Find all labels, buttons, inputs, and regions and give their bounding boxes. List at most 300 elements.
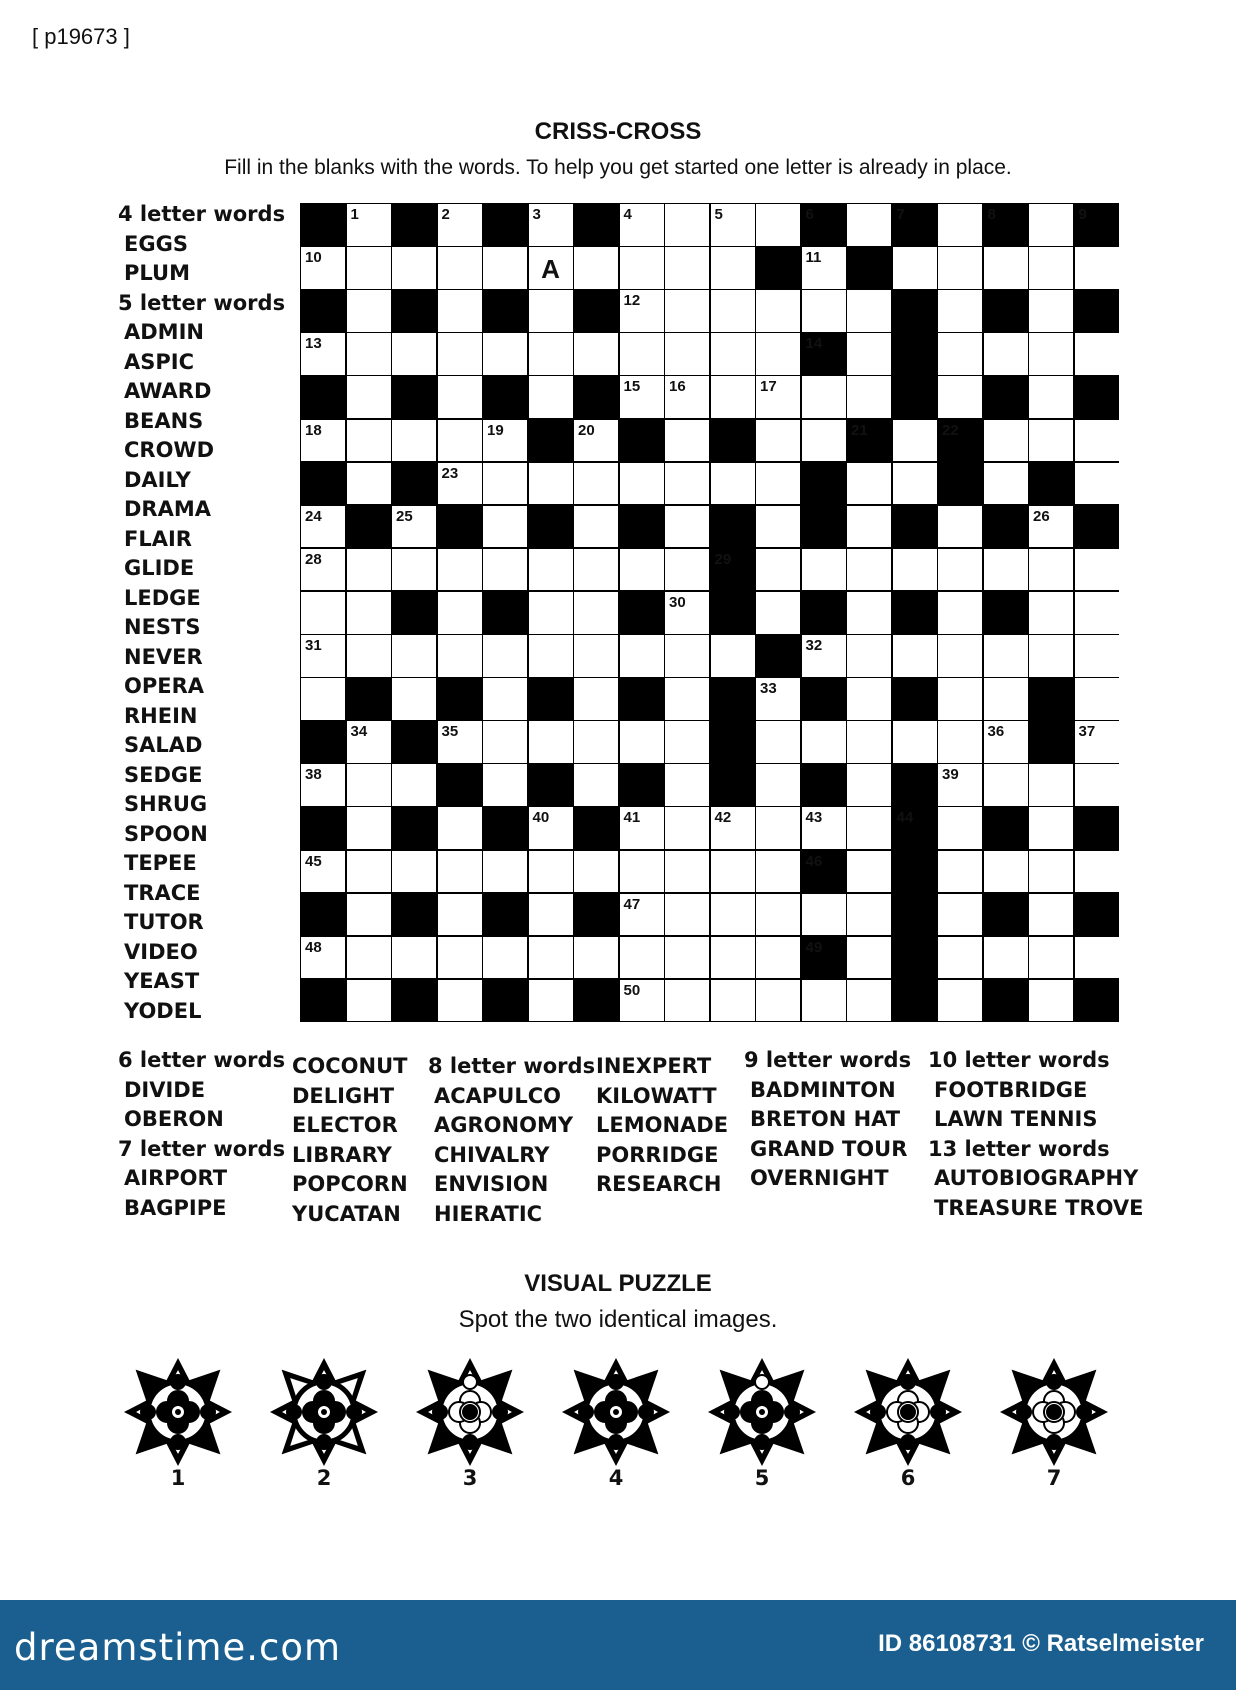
grid-cell[interactable] [711,894,755,936]
grid-cell[interactable] [483,420,527,462]
grid-cell[interactable] [620,333,664,375]
grid-cell[interactable] [847,592,891,634]
grid-cell[interactable] [847,463,891,505]
visual-puzzle-figure[interactable] [410,1352,530,1492]
grid-cell[interactable] [756,764,800,806]
grid-cell[interactable] [756,506,800,548]
visual-puzzle-figure[interactable] [848,1352,968,1492]
grid-cell[interactable] [574,420,618,462]
grid-cell[interactable] [301,635,345,677]
grid-cell[interactable] [665,764,709,806]
grid-cell[interactable] [665,290,709,332]
grid-cell[interactable] [1029,592,1073,634]
grid-cell[interactable] [938,247,982,289]
grid-cell[interactable] [483,635,527,677]
grid-cell[interactable] [938,678,982,720]
word-item: LEMONADE [596,1113,729,1137]
word-item: PLUM [124,261,190,285]
grid-cell[interactable] [483,851,527,893]
grid-cell[interactable] [529,894,573,936]
grid-cell[interactable] [483,247,527,289]
grid-cell[interactable] [529,376,573,418]
grid-cell[interactable] [483,549,527,591]
grid-cell[interactable] [1075,721,1119,763]
crossword-grid [300,203,1119,1022]
grid-cell[interactable] [301,764,345,806]
visual-puzzle-figure[interactable] [556,1352,676,1492]
grid-cell[interactable] [756,420,800,462]
grid-cell[interactable] [438,290,482,332]
grid-cell[interactable] [802,376,846,418]
clue-number: 3 [532,206,541,223]
grid-cell[interactable] [802,290,846,332]
grid-cell[interactable] [438,851,482,893]
grid-cell[interactable] [1029,247,1073,289]
grid-cell[interactable] [756,894,800,936]
grid-cell[interactable] [574,592,618,634]
grid-cell[interactable] [847,764,891,806]
grid-cell-black [529,678,573,720]
grid-cell-black [984,204,1028,246]
grid-cell[interactable] [938,851,982,893]
grid-cell-black [392,721,436,763]
grid-cell-black [756,247,800,289]
grid-cell[interactable] [620,980,664,1022]
grid-cell[interactable] [620,937,664,979]
grid-cell[interactable] [756,937,800,979]
grid-cell[interactable] [529,204,573,246]
grid-cell-black [711,678,755,720]
grid-cell[interactable] [665,549,709,591]
grid-cell[interactable] [711,376,755,418]
grid-cell[interactable] [893,463,937,505]
grid-cell[interactable] [347,463,391,505]
grid-cell[interactable] [347,549,391,591]
grid-cell[interactable] [1075,635,1119,677]
grid-cell[interactable] [620,721,664,763]
grid-cell[interactable] [1029,376,1073,418]
grid-cell[interactable] [392,506,436,548]
grid-cell[interactable] [347,807,391,849]
grid-cell[interactable] [756,592,800,634]
grid-cell[interactable] [847,678,891,720]
grid-cell-black [483,980,527,1022]
word-item: BADMINTON [750,1077,896,1102]
grid-cell[interactable] [802,807,846,849]
grid-cell[interactable] [620,851,664,893]
grid-cell[interactable] [665,678,709,720]
word-item: NESTS [124,615,201,639]
grid-cell[interactable] [711,851,755,893]
grid-cell[interactable] [347,980,391,1022]
grid-cell[interactable] [847,549,891,591]
grid-cell[interactable] [1075,549,1119,591]
grid-cell[interactable] [347,851,391,893]
star-mandala-icon [848,1352,968,1472]
grid-cell[interactable] [711,937,755,979]
grid-cell-black [893,592,937,634]
star-mandala-icon [556,1352,676,1472]
grid-cell[interactable] [893,549,937,591]
grid-cell[interactable] [620,635,664,677]
grid-cell-black [711,764,755,806]
grid-cell[interactable] [938,807,982,849]
grid-cell[interactable] [756,376,800,418]
grid-cell[interactable] [438,807,482,849]
grid-cell[interactable] [438,333,482,375]
grid-cell-black [392,463,436,505]
grid-cell[interactable] [711,463,755,505]
grid-cell[interactable] [984,549,1028,591]
grid-cell-black [711,592,755,634]
grid-cell[interactable] [756,463,800,505]
grid-cell[interactable] [438,635,482,677]
grid-cell[interactable] [620,290,664,332]
word-item: TREASURE TROVE [934,1195,1144,1220]
grid-cell[interactable] [347,764,391,806]
grid-cell[interactable] [665,807,709,849]
grid-cell[interactable] [392,764,436,806]
word-item: RHEIN [124,703,198,728]
grid-cell[interactable] [301,678,345,720]
grid-cell[interactable] [847,851,891,893]
grid-cell[interactable] [1029,506,1073,548]
grid-cell[interactable] [847,721,891,763]
grid-cell[interactable] [529,290,573,332]
grid-cell[interactable] [802,635,846,677]
grid-cell-black [620,592,664,634]
grid-cell[interactable] [529,592,573,634]
grid-cell[interactable] [756,290,800,332]
grid-cell[interactable] [665,376,709,418]
grid-cell[interactable] [347,333,391,375]
visual-puzzle-figure[interactable] [994,1352,1114,1492]
grid-cell[interactable] [574,247,618,289]
clue-number: 23 [441,464,459,482]
grid-cell[interactable] [711,635,755,677]
grid-cell[interactable] [802,721,846,763]
grid-cell[interactable] [438,894,482,936]
figure-label: 3 [462,1466,478,1490]
grid-cell[interactable] [1029,204,1073,246]
grid-cell[interactable] [574,678,618,720]
grid-cell[interactable] [1075,247,1119,289]
grid-cell[interactable] [847,635,891,677]
grid-cell[interactable] [665,721,709,763]
grid-cell[interactable] [620,807,664,849]
grid-cell[interactable] [438,721,482,763]
grid-cell-black [301,290,345,332]
grid-cell[interactable] [756,721,800,763]
grid-cell[interactable] [483,721,527,763]
grid-cell[interactable] [938,549,982,591]
grid-cell[interactable] [301,937,345,979]
grid-cell[interactable] [347,204,391,246]
grid-cell[interactable] [984,678,1028,720]
grid-cell[interactable] [483,764,527,806]
grid-cell[interactable] [1075,592,1119,634]
grid-cell[interactable] [574,635,618,677]
grid-cell[interactable] [438,549,482,591]
grid-cell[interactable] [438,980,482,1022]
grid-cell[interactable] [1075,333,1119,375]
word-group-heading: 8 letter words [428,1054,596,1078]
grid-cell[interactable] [711,247,755,289]
grid-cell[interactable] [665,851,709,893]
word-item: ASPIC [124,349,194,374]
grid-cell[interactable] [392,549,436,591]
grid-cell[interactable] [938,894,982,936]
grid-cell[interactable] [574,937,618,979]
grid-cell[interactable] [984,635,1028,677]
grid-cell-black [574,894,618,936]
grid-cell-black [483,204,527,246]
grid-cell[interactable] [847,333,891,375]
grid-cell[interactable] [438,937,482,979]
grid-cell[interactable] [529,463,573,505]
grid-cell[interactable] [847,376,891,418]
grid-cell[interactable] [1029,894,1073,936]
grid-cell[interactable] [893,247,937,289]
grid-cell[interactable] [938,592,982,634]
grid-cell[interactable] [529,549,573,591]
grid-cell[interactable] [529,980,573,1022]
grid-cell[interactable] [938,980,982,1022]
grid-cell[interactable] [301,420,345,462]
grid-cell[interactable] [665,463,709,505]
grid-cell[interactable] [938,204,982,246]
grid-cell[interactable] [574,851,618,893]
grid-cell[interactable] [938,290,982,332]
grid-cell[interactable] [984,721,1028,763]
grid-cell[interactable] [392,247,436,289]
grid-cell[interactable] [893,721,937,763]
grid-cell[interactable] [665,204,709,246]
grid-cell[interactable] [301,247,345,289]
grid-cell[interactable] [529,807,573,849]
grid-cell[interactable] [711,290,755,332]
clue-number: 45 [305,852,322,870]
clue-number: 10 [305,249,322,267]
grid-cell[interactable] [847,807,891,849]
grid-cell[interactable] [483,937,527,979]
grid-cell[interactable] [711,807,755,849]
grid-cell[interactable] [665,506,709,548]
grid-cell[interactable] [984,247,1028,289]
grid-cell[interactable] [483,506,527,548]
grid-cell[interactable] [847,980,891,1022]
grid-cell[interactable] [574,721,618,763]
grid-cell[interactable] [620,463,664,505]
grid-cell[interactable] [529,851,573,893]
grid-cell-black [1075,290,1119,332]
grid-cell[interactable] [984,764,1028,806]
grid-cell[interactable] [1075,463,1119,505]
grid-cell[interactable] [529,247,573,289]
grid-cell[interactable] [392,635,436,677]
grid-cell[interactable] [665,635,709,677]
grid-cell[interactable] [847,937,891,979]
grid-cell[interactable] [438,592,482,634]
grid-cell-black [711,549,755,591]
grid-cell[interactable] [756,980,800,1022]
grid-cell[interactable] [392,420,436,462]
grid-cell[interactable] [893,420,937,462]
grid-cell[interactable] [756,851,800,893]
grid-cell[interactable] [938,937,982,979]
grid-cell[interactable] [347,420,391,462]
word-item: YEAST [124,969,200,993]
grid-cell[interactable] [1029,980,1073,1022]
grid-cell[interactable] [756,549,800,591]
grid-cell[interactable] [984,937,1028,979]
grid-cell[interactable] [620,204,664,246]
grid-cell[interactable] [620,376,664,418]
grid-cell-black [984,376,1028,418]
grid-cell[interactable] [1029,807,1073,849]
grid-cell[interactable] [802,549,846,591]
grid-cell[interactable] [347,937,391,979]
grid-cell[interactable] [665,333,709,375]
grid-cell[interactable] [574,549,618,591]
grid-cell[interactable] [1029,764,1073,806]
grid-cell[interactable] [574,463,618,505]
grid-cell[interactable] [392,851,436,893]
grid-cell[interactable] [392,678,436,720]
grid-cell[interactable] [483,333,527,375]
grid-cell-black [574,204,618,246]
grid-cell[interactable] [438,376,482,418]
grid-cell[interactable] [483,678,527,720]
grid-cell[interactable] [1029,333,1073,375]
grid-cell[interactable] [665,247,709,289]
grid-cell[interactable] [984,420,1028,462]
star-mandala-icon [702,1352,822,1472]
grid-cell[interactable] [1075,937,1119,979]
grid-cell[interactable] [438,420,482,462]
grid-cell[interactable] [847,894,891,936]
grid-cell[interactable] [301,592,345,634]
grid-cell[interactable] [665,937,709,979]
grid-cell[interactable] [802,980,846,1022]
grid-cell[interactable] [802,247,846,289]
grid-cell[interactable] [756,678,800,720]
grid-cell[interactable] [301,506,345,548]
figure-label: 4 [608,1466,624,1490]
grid-cell[interactable] [1029,635,1073,677]
grid-cell[interactable] [938,721,982,763]
visual-puzzle-figure[interactable] [702,1352,822,1492]
grid-cell[interactable] [574,764,618,806]
grid-cell-black [574,290,618,332]
grid-cell[interactable] [347,894,391,936]
grid-cell[interactable] [711,980,755,1022]
grid-cell[interactable] [620,247,664,289]
grid-cell[interactable] [665,980,709,1022]
grid-cell[interactable] [711,204,755,246]
grid-cell[interactable] [620,549,664,591]
grid-cell[interactable] [347,635,391,677]
grid-cell[interactable] [756,204,800,246]
image-credit: ID 86108731 © Ratselmeister [878,1630,1204,1657]
grid-cell-black [984,807,1028,849]
grid-cell[interactable] [347,247,391,289]
grid-cell[interactable] [847,204,891,246]
grid-cell[interactable] [301,333,345,375]
grid-cell[interactable] [665,894,709,936]
grid-cell[interactable] [529,721,573,763]
grid-cell[interactable] [620,894,664,936]
grid-cell[interactable] [893,635,937,677]
visual-puzzle-figure[interactable] [118,1352,238,1492]
grid-cell[interactable] [347,721,391,763]
grid-cell[interactable] [529,635,573,677]
grid-cell[interactable] [665,592,709,634]
grid-cell[interactable] [1075,764,1119,806]
grid-cell[interactable] [938,764,982,806]
grid-cell[interactable] [1029,549,1073,591]
grid-cell-black [711,420,755,462]
grid-cell[interactable] [347,290,391,332]
grid-cell[interactable] [529,333,573,375]
grid-cell[interactable] [665,420,709,462]
clue-number: 34 [350,723,368,741]
grid-cell[interactable] [1029,420,1073,462]
visual-puzzle-figure[interactable] [264,1352,384,1492]
grid-cell-black [938,463,982,505]
grid-cell[interactable] [938,506,982,548]
grid-cell[interactable] [802,420,846,462]
grid-cell[interactable] [347,592,391,634]
grid-cell[interactable] [347,376,391,418]
grid-cell[interactable] [438,204,482,246]
grid-cell[interactable] [1075,420,1119,462]
word-item: SHRUG [124,792,208,816]
grid-cell[interactable] [1029,290,1073,332]
grid-cell[interactable] [711,333,755,375]
grid-cell[interactable] [938,635,982,677]
grid-cell[interactable] [984,463,1028,505]
grid-cell[interactable] [392,937,436,979]
grid-cell[interactable] [301,549,345,591]
grid-cell-black [847,247,891,289]
grid-cell[interactable] [574,333,618,375]
grid-cell[interactable] [1075,678,1119,720]
grid-cell[interactable] [984,851,1028,893]
grid-cell[interactable] [392,333,436,375]
grid-cell[interactable] [938,333,982,375]
grid-cell[interactable] [574,506,618,548]
grid-cell[interactable] [301,851,345,893]
grid-cell[interactable] [483,463,527,505]
grid-cell[interactable] [847,506,891,548]
grid-cell[interactable] [1029,937,1073,979]
grid-cell[interactable] [756,333,800,375]
grid-cell[interactable] [1075,851,1119,893]
grid-cell[interactable] [984,333,1028,375]
grid-cell[interactable] [529,937,573,979]
grid-cell[interactable] [938,376,982,418]
word-item: OBERON [124,1107,224,1131]
grid-cell[interactable] [802,894,846,936]
grid-cell[interactable] [756,807,800,849]
grid-cell[interactable] [438,463,482,505]
grid-cell[interactable] [438,247,482,289]
grid-cell-black [301,894,345,936]
grid-cell[interactable] [1029,851,1073,893]
page-title: CRISS-CROSS [534,118,702,145]
grid-cell[interactable] [847,290,891,332]
